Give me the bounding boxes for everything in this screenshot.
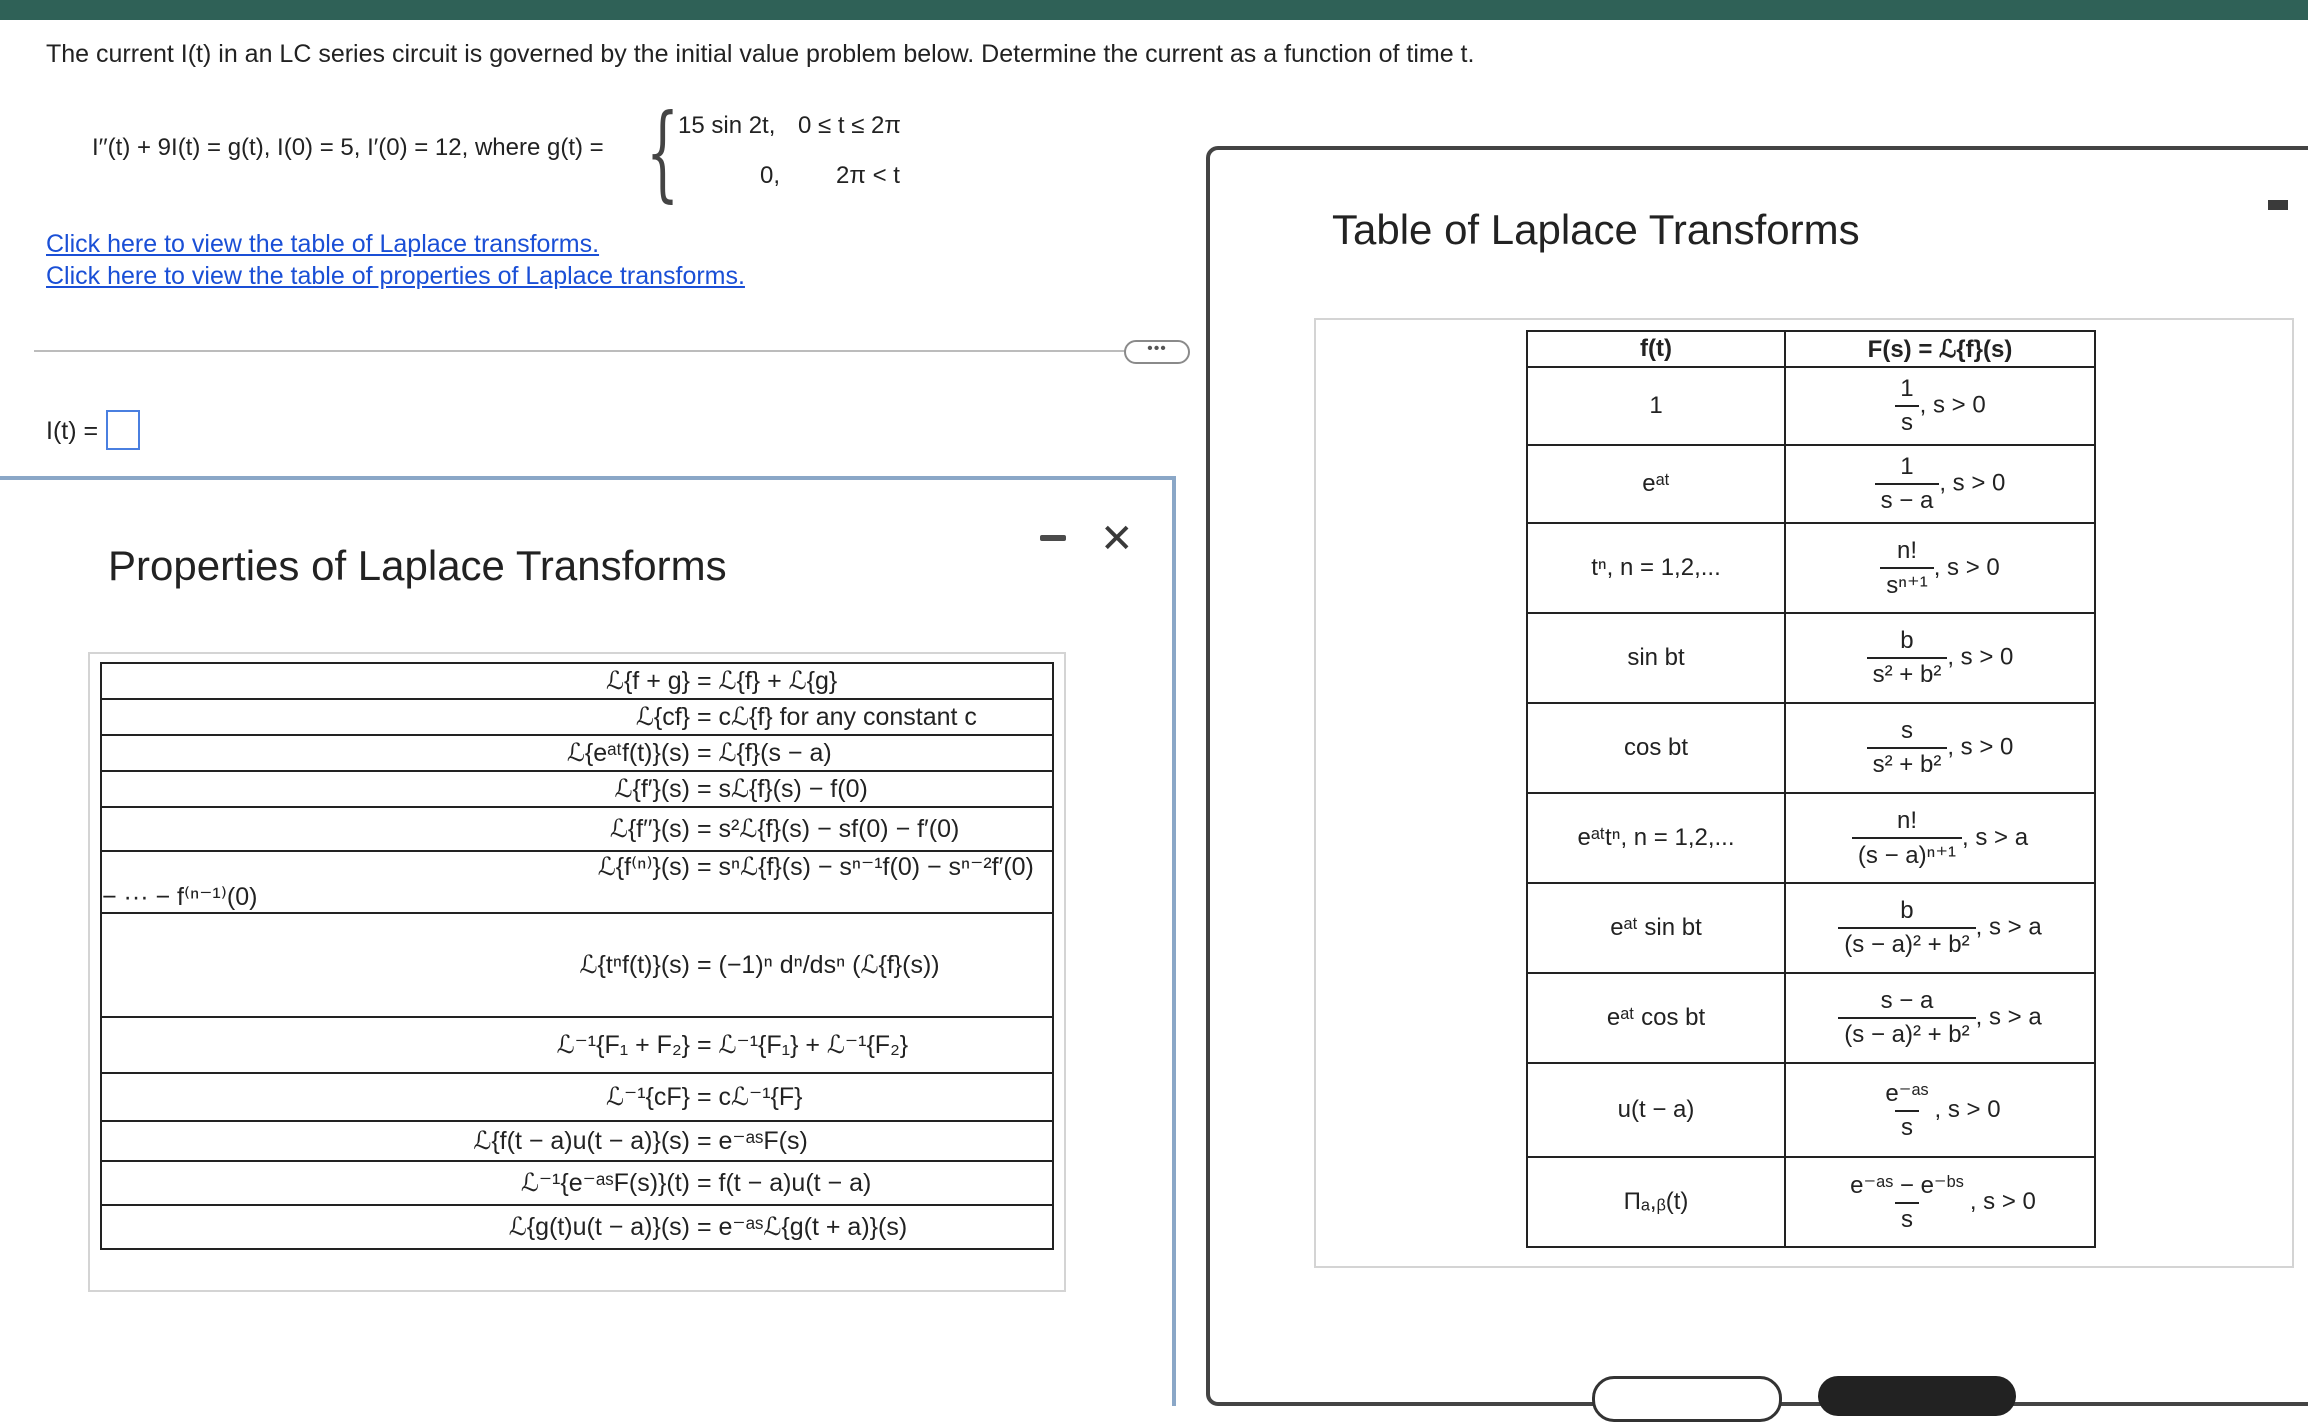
transform-condition: , s > 0 xyxy=(1969,1187,2036,1215)
transform-condition: , s > a xyxy=(1975,913,2042,941)
equals-sign: = xyxy=(690,815,719,843)
piece1-expr: 15 sin 2t, xyxy=(678,112,776,139)
header-fs: F(s) = ℒ{f}(s) xyxy=(1785,331,2095,367)
properties-panel xyxy=(88,652,1066,1292)
transforms-title: Table of Laplace Transforms xyxy=(1332,206,1860,253)
fraction-numerator: e⁻ᵃˢ − e⁻ᵇˢ xyxy=(1850,1171,1964,1199)
header-ft: f(t) xyxy=(1527,331,1785,367)
equals-sign: = xyxy=(690,1031,719,1059)
fraction-denominator: (s − a)² + b² xyxy=(1838,1017,1975,1049)
transform-row xyxy=(1527,973,2095,1063)
transform-row xyxy=(1527,445,2095,523)
fraction xyxy=(1867,627,1948,689)
property-row xyxy=(101,699,1053,735)
property-rhs: e⁻ᵃˢF(s) xyxy=(718,1127,808,1155)
transform-ft: sin bt xyxy=(1527,613,1785,703)
transform-ft: cos bt xyxy=(1527,703,1785,793)
transform-condition: , s > 0 xyxy=(1939,469,2006,497)
property-lhs: ℒ{cf} xyxy=(635,703,690,731)
properties-title: Properties of Laplace Transforms xyxy=(108,542,727,589)
transform-ft: eᵃᵗ cos bt xyxy=(1527,973,1785,1063)
piece2-expr: 0, xyxy=(760,162,781,189)
property-lhs: ℒ{f(t − a)u(t − a)}(s) xyxy=(473,1127,690,1155)
property-lhs: ℒ⁻¹{e⁻ᵃˢF(s)}(t) xyxy=(520,1169,690,1197)
bottom-button-right[interactable] xyxy=(1818,1376,2016,1416)
property-row xyxy=(101,913,1053,1017)
equals-sign: = xyxy=(690,1083,719,1111)
piece2-cond: 2π < t xyxy=(836,162,900,189)
property-rhs: sⁿℒ{f}(s) − sⁿ⁻¹f(0) − sⁿ⁻²f′(0) − ··· − f⁽ⁿ⁻¹⁾(0) xyxy=(102,853,1034,911)
fraction-denominator: (s − a)² + b² xyxy=(1838,927,1975,959)
equals-sign: = xyxy=(690,853,719,881)
property-row xyxy=(101,735,1053,771)
property-lhs: ℒ{g(t)u(t − a)}(s) xyxy=(508,1213,690,1241)
property-lhs: ℒ⁻¹{cF} xyxy=(606,1083,690,1111)
fraction-denominator: s² + b² xyxy=(1867,747,1948,779)
property-lhs: ℒ{f + g} xyxy=(605,667,690,695)
property-lhs: ℒ{f′}(s) xyxy=(614,775,690,803)
property-cell xyxy=(101,663,1053,699)
transform-row xyxy=(1527,523,2095,613)
transforms-popup xyxy=(1206,146,2308,1406)
property-rhs: cℒ{f} for any constant c xyxy=(718,703,977,731)
piece1-cond: 0 ≤ t ≤ 2π xyxy=(798,112,901,139)
fraction xyxy=(1879,1079,1934,1142)
transform-row xyxy=(1527,883,2095,973)
transform-fs xyxy=(1785,793,2095,883)
transform-ft: u(t − a) xyxy=(1527,1063,1785,1157)
more-button[interactable]: ••• xyxy=(1124,340,1190,364)
transform-fs xyxy=(1785,367,2095,445)
answer-input[interactable] xyxy=(106,410,140,450)
transform-row xyxy=(1527,1157,2095,1247)
fraction-numerator: 1 xyxy=(1900,375,1914,402)
property-cell xyxy=(101,1121,1053,1161)
property-rhs: e⁻ᵃˢℒ{g(t + a)}(s) xyxy=(718,1213,908,1241)
equals-sign: = xyxy=(690,775,719,803)
transform-row xyxy=(1527,613,2095,703)
transform-condition: , s > 0 xyxy=(1947,733,2014,761)
minimize-icon[interactable] xyxy=(1040,535,1066,541)
property-cell xyxy=(101,699,1053,735)
property-rhs: ℒ⁻¹{F₁} + ℒ⁻¹{F₂} xyxy=(718,1031,909,1059)
fraction-denominator: (s − a)ⁿ⁺¹ xyxy=(1852,837,1962,870)
transform-fs xyxy=(1785,1157,2095,1247)
fraction-denominator: s² + b² xyxy=(1867,657,1948,689)
equals-sign: = xyxy=(690,703,719,731)
property-rhs: s²ℒ{f}(s) − sf(0) − f′(0) xyxy=(718,815,960,843)
fraction-numerator: 1 xyxy=(1900,453,1914,480)
property-rhs: ℒ{f}(s − a) xyxy=(718,739,832,767)
answer-label: I(t) = xyxy=(46,417,99,445)
divider xyxy=(34,350,1184,352)
question-prompt: The current I(t) in an LC series circuit is governed by the initial value problem below. Determine the current as a function of time t. xyxy=(46,40,1475,68)
property-lhs: ℒ⁻¹{F₁ + F₂} xyxy=(556,1031,690,1059)
transform-ft: eᵃᵗtⁿ, n = 1,2,... xyxy=(1527,793,1785,883)
property-cell xyxy=(101,807,1053,851)
transform-fs xyxy=(1785,1063,2095,1157)
transform-condition: , s > a xyxy=(1962,823,2029,851)
property-row xyxy=(101,1205,1053,1249)
equals-sign: = xyxy=(690,1213,719,1241)
property-rhs: ℒ{f} + ℒ{g} xyxy=(718,667,838,695)
property-cell xyxy=(101,1017,1053,1073)
property-rhs: sℒ{f}(s) − f(0) xyxy=(718,775,868,803)
fraction-numerator: b xyxy=(1900,897,1914,924)
transform-ft: Πₐ,ᵦ(t) xyxy=(1527,1157,1785,1247)
property-lhs: ℒ{f′′}(s) xyxy=(609,815,690,843)
transform-fs xyxy=(1785,523,2095,613)
close-icon[interactable]: ✕ xyxy=(1100,517,1134,561)
transform-fs xyxy=(1785,883,2095,973)
property-row xyxy=(101,1073,1053,1121)
equals-sign: = xyxy=(690,739,719,767)
transforms-table xyxy=(1526,330,2096,1248)
fraction xyxy=(1844,1171,1970,1234)
ivp-equation: I′′(t) + 9I(t) = g(t), I(0) = 5, I′(0) = 12, where g(t) = xyxy=(92,134,604,161)
property-lhs: ℒ{f⁽ⁿ⁾}(s) xyxy=(597,853,690,881)
property-cell xyxy=(101,771,1053,807)
transform-condition: , s > a xyxy=(1975,1003,2042,1031)
property-cell xyxy=(101,1073,1053,1121)
property-cell xyxy=(101,1161,1053,1205)
transform-fs xyxy=(1785,973,2095,1063)
fraction-numerator: b xyxy=(1900,627,1914,654)
property-cell xyxy=(101,851,1053,913)
link-laplace-table[interactable]: Click here to view the table of Laplace transforms. xyxy=(46,230,600,258)
transform-ft: eᵃᵗ sin bt xyxy=(1527,883,1785,973)
fraction-numerator: s − a xyxy=(1880,987,1934,1014)
property-row xyxy=(101,851,1053,913)
transform-fs xyxy=(1785,703,2095,793)
property-rhs: (−1)ⁿ dⁿ/dsⁿ (ℒ{f}(s)) xyxy=(718,951,940,979)
property-lhs: ℒ{tⁿf(t)}(s) xyxy=(579,951,690,979)
fraction xyxy=(1880,537,1933,600)
fraction xyxy=(1875,453,1940,515)
equals-sign: = xyxy=(690,667,719,695)
fraction xyxy=(1894,375,1919,437)
properties-popup xyxy=(0,476,1176,1406)
fraction-numerator: n! xyxy=(1896,806,1917,834)
equals-sign: = xyxy=(690,951,719,979)
property-row xyxy=(101,1017,1053,1073)
property-cell xyxy=(101,913,1053,1017)
fraction-numerator: e⁻ᵃˢ xyxy=(1885,1079,1929,1107)
transform-fs xyxy=(1785,613,2095,703)
fraction-denominator: s xyxy=(1895,405,1919,437)
equals-sign: = xyxy=(690,1127,719,1155)
transform-ft: 1 xyxy=(1527,367,1785,445)
transform-condition: , s > 0 xyxy=(1947,643,2014,671)
fraction xyxy=(1838,987,1975,1049)
property-cell xyxy=(101,1205,1053,1249)
property-row xyxy=(101,663,1053,699)
piecewise-brace: { xyxy=(646,91,680,213)
fraction-numerator: n! xyxy=(1896,536,1917,564)
fraction-denominator: s xyxy=(1895,1110,1919,1142)
property-row xyxy=(101,807,1053,851)
property-rhs: f(t − a)u(t − a) xyxy=(718,1169,872,1197)
transform-ft: eᵃᵗ xyxy=(1527,445,1785,523)
property-rhs: cℒ⁻¹{F} xyxy=(718,1083,803,1111)
fraction xyxy=(1838,897,1975,959)
transform-ft: tⁿ, n = 1,2,... xyxy=(1527,523,1785,613)
fraction xyxy=(1852,807,1962,870)
properties-table xyxy=(100,662,1054,1250)
fraction xyxy=(1867,717,1948,779)
link-laplace-properties[interactable]: Click here to view the table of properties of Laplace transforms. xyxy=(46,262,745,290)
property-cell xyxy=(101,735,1053,771)
transform-condition: , s > 0 xyxy=(1934,1095,2001,1123)
property-row xyxy=(101,1161,1053,1205)
fraction-numerator: s xyxy=(1900,717,1913,744)
transform-row xyxy=(1527,703,2095,793)
transform-condition: , s > 0 xyxy=(1933,553,2000,581)
property-lhs: ℒ{eᵃᵗf(t)}(s) xyxy=(566,739,690,767)
top-bar xyxy=(0,0,2308,20)
transforms-panel xyxy=(1314,318,2294,1268)
equals-sign: = xyxy=(690,1169,719,1197)
property-row xyxy=(101,1121,1053,1161)
fraction-denominator: s − a xyxy=(1875,483,1940,515)
transform-row xyxy=(1527,1063,2095,1157)
transform-row xyxy=(1527,793,2095,883)
fraction-denominator: s xyxy=(1895,1202,1919,1234)
transform-fs xyxy=(1785,445,2095,523)
transform-row xyxy=(1527,367,2095,445)
bottom-button-left[interactable] xyxy=(1592,1376,1782,1422)
transform-condition: , s > 0 xyxy=(1919,391,1986,419)
property-row xyxy=(101,771,1053,807)
fraction-denominator: sⁿ⁺¹ xyxy=(1880,567,1933,600)
popup-handle-icon[interactable] xyxy=(2268,200,2288,210)
